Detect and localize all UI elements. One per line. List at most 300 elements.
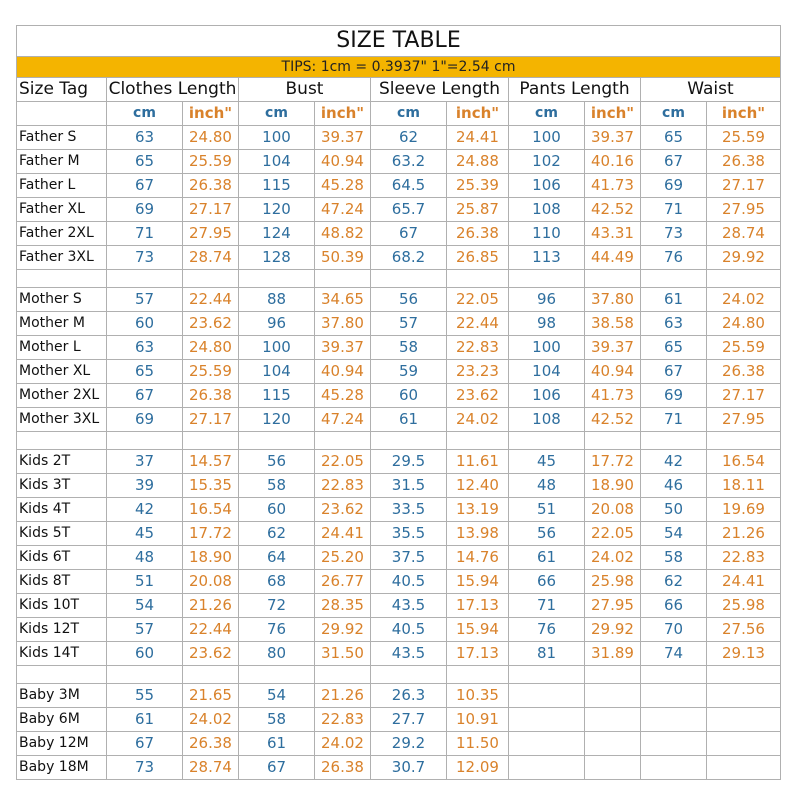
clothes-length-header: Clothes Length <box>107 78 239 102</box>
inch-value-cell: 38.58 <box>585 312 641 336</box>
inch-value-cell: 28.74 <box>707 222 781 246</box>
inch-value-cell: 48.82 <box>315 222 371 246</box>
cm-value-cell: 68 <box>239 570 315 594</box>
inch-value-cell: 17.13 <box>447 594 509 618</box>
inch-value-cell: 17.72 <box>585 450 641 474</box>
cm-value-cell: 110 <box>509 222 585 246</box>
separator-cell <box>707 666 781 684</box>
inch-value-cell: 22.83 <box>315 708 371 732</box>
cm-value-cell <box>641 708 707 732</box>
table-row <box>17 384 781 408</box>
cm-value-cell: 65 <box>641 126 707 150</box>
cm-value-cell: 64 <box>239 546 315 570</box>
cm-value-cell: 81 <box>509 642 585 666</box>
cm-value-cell: 65.7 <box>371 198 447 222</box>
size-tag-cell: Mother 3XL <box>17 408 107 432</box>
cm-value-cell: 100 <box>239 126 315 150</box>
cm-value-cell: 100 <box>509 336 585 360</box>
inch-value-cell: 28.35 <box>315 594 371 618</box>
unit-inch-label: inch" <box>585 102 641 126</box>
separator-cell <box>371 666 447 684</box>
cm-value-cell: 61 <box>371 408 447 432</box>
cm-value-cell: 57 <box>107 288 183 312</box>
inch-value-cell: 23.23 <box>447 360 509 384</box>
inch-value-cell: 27.95 <box>183 222 239 246</box>
cm-value-cell: 63 <box>107 126 183 150</box>
inch-value-cell: 25.59 <box>707 336 781 360</box>
inch-value-cell: 25.98 <box>585 570 641 594</box>
table-row <box>17 708 781 732</box>
table-row <box>17 756 781 780</box>
cm-value-cell: 62 <box>641 570 707 594</box>
table-row <box>17 618 781 642</box>
cm-value-cell: 106 <box>509 384 585 408</box>
cm-value-cell: 104 <box>239 360 315 384</box>
size-tag-cell: Father S <box>17 126 107 150</box>
table-row <box>17 684 781 708</box>
inch-value-cell: 29.92 <box>585 618 641 642</box>
inch-value-cell: 26.38 <box>183 732 239 756</box>
inch-value-cell: 21.26 <box>183 594 239 618</box>
inch-value-cell: 26.38 <box>707 360 781 384</box>
separator-cell <box>315 432 371 450</box>
inch-value-cell: 39.37 <box>585 126 641 150</box>
inch-value-cell: 11.50 <box>447 732 509 756</box>
waist-header: Waist <box>641 78 781 102</box>
cm-value-cell: 29.5 <box>371 450 447 474</box>
cm-value-cell: 48 <box>107 546 183 570</box>
size-tag-cell: Mother 2XL <box>17 384 107 408</box>
table-row <box>17 408 781 432</box>
cm-value-cell: 42 <box>641 450 707 474</box>
cm-value-cell: 61 <box>107 708 183 732</box>
size-tag-cell: Father XL <box>17 198 107 222</box>
cm-value-cell: 96 <box>509 288 585 312</box>
inch-value-cell: 23.62 <box>183 312 239 336</box>
table-row <box>17 450 781 474</box>
inch-value-cell: 18.90 <box>585 474 641 498</box>
inch-value-cell: 25.87 <box>447 198 509 222</box>
cm-value-cell: 100 <box>509 126 585 150</box>
cm-value-cell: 76 <box>239 618 315 642</box>
inch-value-cell: 24.41 <box>707 570 781 594</box>
inch-value-cell: 16.54 <box>183 498 239 522</box>
cm-value-cell: 62 <box>371 126 447 150</box>
cm-value-cell: 71 <box>641 198 707 222</box>
cm-value-cell: 65 <box>107 360 183 384</box>
inch-value-cell: 11.61 <box>447 450 509 474</box>
cm-value-cell: 57 <box>107 618 183 642</box>
cm-value-cell: 61 <box>239 732 315 756</box>
size-tag-cell: Kids 12T <box>17 618 107 642</box>
inch-value-cell: 25.59 <box>183 360 239 384</box>
cm-value-cell: 104 <box>239 150 315 174</box>
inch-value-cell: 22.83 <box>447 336 509 360</box>
cm-value-cell: 60 <box>107 642 183 666</box>
inch-value-cell: 13.19 <box>447 498 509 522</box>
inch-value-cell: 47.24 <box>315 198 371 222</box>
size-tag-cell: Kids 2T <box>17 450 107 474</box>
cm-value-cell: 106 <box>509 174 585 198</box>
inch-value-cell: 24.88 <box>447 150 509 174</box>
inch-value-cell: 27.17 <box>707 384 781 408</box>
cm-value-cell: 76 <box>509 618 585 642</box>
unit-cm-label: cm <box>371 102 447 126</box>
separator-cell <box>641 666 707 684</box>
inch-value-cell: 39.37 <box>585 336 641 360</box>
inch-value-cell: 22.83 <box>707 546 781 570</box>
inch-value-cell: 28.74 <box>183 246 239 270</box>
cm-value-cell: 61 <box>641 288 707 312</box>
unit-cm-label: cm <box>239 102 315 126</box>
inch-value-cell: 50.39 <box>315 246 371 270</box>
inch-value-cell: 26.77 <box>315 570 371 594</box>
cm-value-cell: 35.5 <box>371 522 447 546</box>
cm-value-cell: 67 <box>371 222 447 246</box>
inch-value-cell: 37.80 <box>315 312 371 336</box>
separator-cell <box>107 666 183 684</box>
separator-cell <box>509 432 585 450</box>
separator-cell <box>315 270 371 288</box>
inch-value-cell: 45.28 <box>315 384 371 408</box>
cm-value-cell: 72 <box>239 594 315 618</box>
inch-value-cell: 22.44 <box>183 288 239 312</box>
cm-value-cell <box>509 732 585 756</box>
cm-value-cell: 100 <box>239 336 315 360</box>
cm-value-cell: 40.5 <box>371 618 447 642</box>
cm-value-cell: 51 <box>509 498 585 522</box>
cm-value-cell: 102 <box>509 150 585 174</box>
inch-value-cell: 47.24 <box>315 408 371 432</box>
sleeve-length-header: Sleeve Length <box>371 78 509 102</box>
cm-value-cell: 67 <box>641 150 707 174</box>
separator-cell <box>509 666 585 684</box>
separator-cell <box>641 270 707 288</box>
cm-value-cell: 88 <box>239 288 315 312</box>
separator-cell <box>707 432 781 450</box>
inch-value-cell: 40.94 <box>315 150 371 174</box>
cm-value-cell: 62 <box>239 522 315 546</box>
table-row <box>17 642 781 666</box>
inch-value-cell: 42.52 <box>585 408 641 432</box>
table-title: SIZE TABLE <box>17 26 781 57</box>
cm-value-cell: 69 <box>641 174 707 198</box>
inch-value-cell: 26.38 <box>315 756 371 780</box>
inch-value-cell: 39.37 <box>315 126 371 150</box>
inch-value-cell: 22.83 <box>315 474 371 498</box>
inch-value-cell: 43.31 <box>585 222 641 246</box>
cm-value-cell: 67 <box>107 174 183 198</box>
cm-value-cell: 71 <box>509 594 585 618</box>
size-tag-cell: Kids 5T <box>17 522 107 546</box>
inch-value-cell: 21.26 <box>315 684 371 708</box>
cm-value-cell: 56 <box>239 450 315 474</box>
inch-value-cell <box>707 708 781 732</box>
cm-value-cell: 46 <box>641 474 707 498</box>
cm-value-cell: 57 <box>371 312 447 336</box>
inch-value-cell: 12.40 <box>447 474 509 498</box>
unit-row <box>17 102 781 126</box>
cm-value-cell: 59 <box>371 360 447 384</box>
inch-value-cell: 27.95 <box>707 198 781 222</box>
table-row <box>17 594 781 618</box>
size-tag-cell: Father L <box>17 174 107 198</box>
cm-value-cell: 51 <box>107 570 183 594</box>
size-tag-cell: Father 2XL <box>17 222 107 246</box>
cm-value-cell <box>509 756 585 780</box>
inch-value-cell: 13.98 <box>447 522 509 546</box>
inch-value-cell: 24.80 <box>183 126 239 150</box>
inch-value-cell: 34.65 <box>315 288 371 312</box>
separator-cell <box>239 270 315 288</box>
cm-value-cell: 55 <box>107 684 183 708</box>
cm-value-cell: 43.5 <box>371 594 447 618</box>
inch-value-cell <box>707 756 781 780</box>
table-row <box>17 498 781 522</box>
inch-value-cell: 37.80 <box>585 288 641 312</box>
unit-inch-label: inch" <box>315 102 371 126</box>
inch-value-cell: 23.62 <box>447 384 509 408</box>
inch-value-cell: 27.95 <box>585 594 641 618</box>
cm-value-cell: 64.5 <box>371 174 447 198</box>
cm-value-cell: 60 <box>107 312 183 336</box>
cm-value-cell: 120 <box>239 198 315 222</box>
inch-value-cell: 31.89 <box>585 642 641 666</box>
pants-length-header: Pants Length <box>509 78 641 102</box>
separator-cell <box>315 666 371 684</box>
inch-value-cell: 26.85 <box>447 246 509 270</box>
cm-value-cell: 63 <box>641 312 707 336</box>
cm-value-cell: 69 <box>641 384 707 408</box>
inch-value-cell: 25.20 <box>315 546 371 570</box>
unit-cm-label: cm <box>509 102 585 126</box>
separator-cell <box>183 432 239 450</box>
cm-value-cell: 67 <box>641 360 707 384</box>
unit-row-blank <box>17 102 107 126</box>
inch-value-cell: 39.37 <box>315 336 371 360</box>
inch-value-cell: 40.94 <box>315 360 371 384</box>
inch-value-cell: 19.69 <box>707 498 781 522</box>
cm-value-cell: 48 <box>509 474 585 498</box>
inch-value-cell: 23.62 <box>315 498 371 522</box>
inch-value-cell: 18.90 <box>183 546 239 570</box>
size-tag-cell: Baby 6M <box>17 708 107 732</box>
cm-value-cell: 56 <box>509 522 585 546</box>
inch-value-cell: 29.13 <box>707 642 781 666</box>
cm-value-cell: 120 <box>239 408 315 432</box>
table-row <box>17 546 781 570</box>
cm-value-cell: 108 <box>509 408 585 432</box>
cm-value-cell: 54 <box>641 522 707 546</box>
size-tag-cell: Kids 3T <box>17 474 107 498</box>
inch-value-cell: 21.26 <box>707 522 781 546</box>
inch-value-cell: 26.38 <box>447 222 509 246</box>
inch-value-cell: 27.95 <box>707 408 781 432</box>
cm-value-cell: 37 <box>107 450 183 474</box>
separator-cell <box>585 666 641 684</box>
separator-cell <box>447 666 509 684</box>
cm-value-cell: 115 <box>239 384 315 408</box>
inch-value-cell: 41.73 <box>585 174 641 198</box>
cm-value-cell: 76 <box>641 246 707 270</box>
cm-value-cell: 73 <box>107 756 183 780</box>
cm-value-cell: 43.5 <box>371 642 447 666</box>
size-tag-cell: Kids 4T <box>17 498 107 522</box>
size-tag-cell: Kids 8T <box>17 570 107 594</box>
bust-header: Bust <box>239 78 371 102</box>
inch-value-cell: 45.28 <box>315 174 371 198</box>
cm-value-cell: 37.5 <box>371 546 447 570</box>
size-tag-cell: Mother XL <box>17 360 107 384</box>
size-table <box>16 25 781 780</box>
table-row <box>17 222 781 246</box>
cm-value-cell: 30.7 <box>371 756 447 780</box>
cm-value-cell: 70 <box>641 618 707 642</box>
inch-value-cell: 24.02 <box>585 546 641 570</box>
size-tag-cell: Baby 12M <box>17 732 107 756</box>
inch-value-cell: 24.02 <box>315 732 371 756</box>
cm-value-cell: 68.2 <box>371 246 447 270</box>
inch-value-cell: 21.65 <box>183 684 239 708</box>
separator-cell <box>239 432 315 450</box>
table-row <box>17 732 781 756</box>
inch-value-cell: 15.35 <box>183 474 239 498</box>
inch-value-cell: 15.94 <box>447 570 509 594</box>
unit-cm-label: cm <box>107 102 183 126</box>
cm-value-cell: 61 <box>509 546 585 570</box>
cm-value-cell: 104 <box>509 360 585 384</box>
cm-value-cell <box>641 756 707 780</box>
cm-value-cell: 58 <box>239 474 315 498</box>
inch-value-cell: 29.92 <box>315 618 371 642</box>
inch-value-cell: 42.52 <box>585 198 641 222</box>
cm-value-cell: 71 <box>641 408 707 432</box>
separator-cell <box>585 270 641 288</box>
separator-cell <box>239 666 315 684</box>
cm-value-cell: 67 <box>107 732 183 756</box>
cm-value-cell: 29.2 <box>371 732 447 756</box>
separator-cell <box>183 666 239 684</box>
inch-value-cell: 24.80 <box>183 336 239 360</box>
inch-value-cell: 12.09 <box>447 756 509 780</box>
cm-value-cell: 39 <box>107 474 183 498</box>
inch-value-cell: 14.76 <box>447 546 509 570</box>
inch-value-cell: 26.38 <box>707 150 781 174</box>
cm-value-cell: 98 <box>509 312 585 336</box>
separator-cell <box>371 432 447 450</box>
cm-value-cell: 65 <box>641 336 707 360</box>
inch-value-cell <box>585 708 641 732</box>
separator-cell <box>371 270 447 288</box>
size-tag-cell: Kids 14T <box>17 642 107 666</box>
table-row <box>17 312 781 336</box>
inch-value-cell <box>585 732 641 756</box>
inch-value-cell: 44.49 <box>585 246 641 270</box>
table-row <box>17 522 781 546</box>
cm-value-cell: 42 <box>107 498 183 522</box>
cm-value-cell: 27.7 <box>371 708 447 732</box>
group-separator-row <box>17 666 781 684</box>
inch-value-cell: 27.17 <box>183 408 239 432</box>
separator-cell <box>585 432 641 450</box>
separator-cell <box>17 666 107 684</box>
cm-value-cell: 54 <box>239 684 315 708</box>
inch-value-cell: 22.44 <box>447 312 509 336</box>
cm-value-cell: 58 <box>239 708 315 732</box>
inch-value-cell: 24.02 <box>707 288 781 312</box>
cm-value-cell: 58 <box>641 546 707 570</box>
inch-value-cell: 27.56 <box>707 618 781 642</box>
separator-cell <box>447 432 509 450</box>
size-tag-cell: Kids 10T <box>17 594 107 618</box>
unit-inch-label: inch" <box>447 102 509 126</box>
inch-value-cell: 25.59 <box>183 150 239 174</box>
conversion-tips: TIPS: 1cm = 0.3937" 1"=2.54 cm <box>17 57 781 78</box>
inch-value-cell: 22.05 <box>447 288 509 312</box>
cm-value-cell: 128 <box>239 246 315 270</box>
cm-value-cell: 73 <box>641 222 707 246</box>
cm-value-cell: 71 <box>107 222 183 246</box>
separator-cell <box>17 432 107 450</box>
inch-value-cell: 25.59 <box>707 126 781 150</box>
inch-value-cell: 25.98 <box>707 594 781 618</box>
table-row <box>17 150 781 174</box>
cm-value-cell: 54 <box>107 594 183 618</box>
cm-value-cell: 66 <box>641 594 707 618</box>
inch-value-cell <box>585 756 641 780</box>
cm-value-cell: 60 <box>371 384 447 408</box>
table-row <box>17 126 781 150</box>
cm-value-cell: 58 <box>371 336 447 360</box>
inch-value-cell: 31.50 <box>315 642 371 666</box>
size-tag-cell: Baby 3M <box>17 684 107 708</box>
cm-value-cell: 113 <box>509 246 585 270</box>
inch-value-cell: 14.57 <box>183 450 239 474</box>
cm-value-cell: 33.5 <box>371 498 447 522</box>
cm-value-cell: 50 <box>641 498 707 522</box>
cm-value-cell: 40.5 <box>371 570 447 594</box>
cm-value-cell: 45 <box>107 522 183 546</box>
cm-value-cell: 115 <box>239 174 315 198</box>
inch-value-cell: 24.02 <box>183 708 239 732</box>
cm-value-cell: 56 <box>371 288 447 312</box>
cm-value-cell: 65 <box>107 150 183 174</box>
separator-cell <box>107 270 183 288</box>
cm-value-cell: 63.2 <box>371 150 447 174</box>
inch-value-cell: 24.41 <box>315 522 371 546</box>
unit-inch-label: inch" <box>183 102 239 126</box>
inch-value-cell: 25.39 <box>447 174 509 198</box>
inch-value-cell: 28.74 <box>183 756 239 780</box>
separator-cell <box>107 432 183 450</box>
separator-cell <box>183 270 239 288</box>
cm-value-cell: 67 <box>107 384 183 408</box>
inch-value-cell: 27.17 <box>183 198 239 222</box>
cm-value-cell: 60 <box>239 498 315 522</box>
table-row <box>17 198 781 222</box>
table-row <box>17 288 781 312</box>
separator-cell <box>447 270 509 288</box>
inch-value-cell: 41.73 <box>585 384 641 408</box>
cm-value-cell: 69 <box>107 198 183 222</box>
group-separator-row <box>17 432 781 450</box>
size-tag-cell: Mother M <box>17 312 107 336</box>
size-tag-cell: Father 3XL <box>17 246 107 270</box>
inch-value-cell: 26.38 <box>183 384 239 408</box>
cm-value-cell <box>509 708 585 732</box>
cm-value-cell: 96 <box>239 312 315 336</box>
table-row <box>17 570 781 594</box>
